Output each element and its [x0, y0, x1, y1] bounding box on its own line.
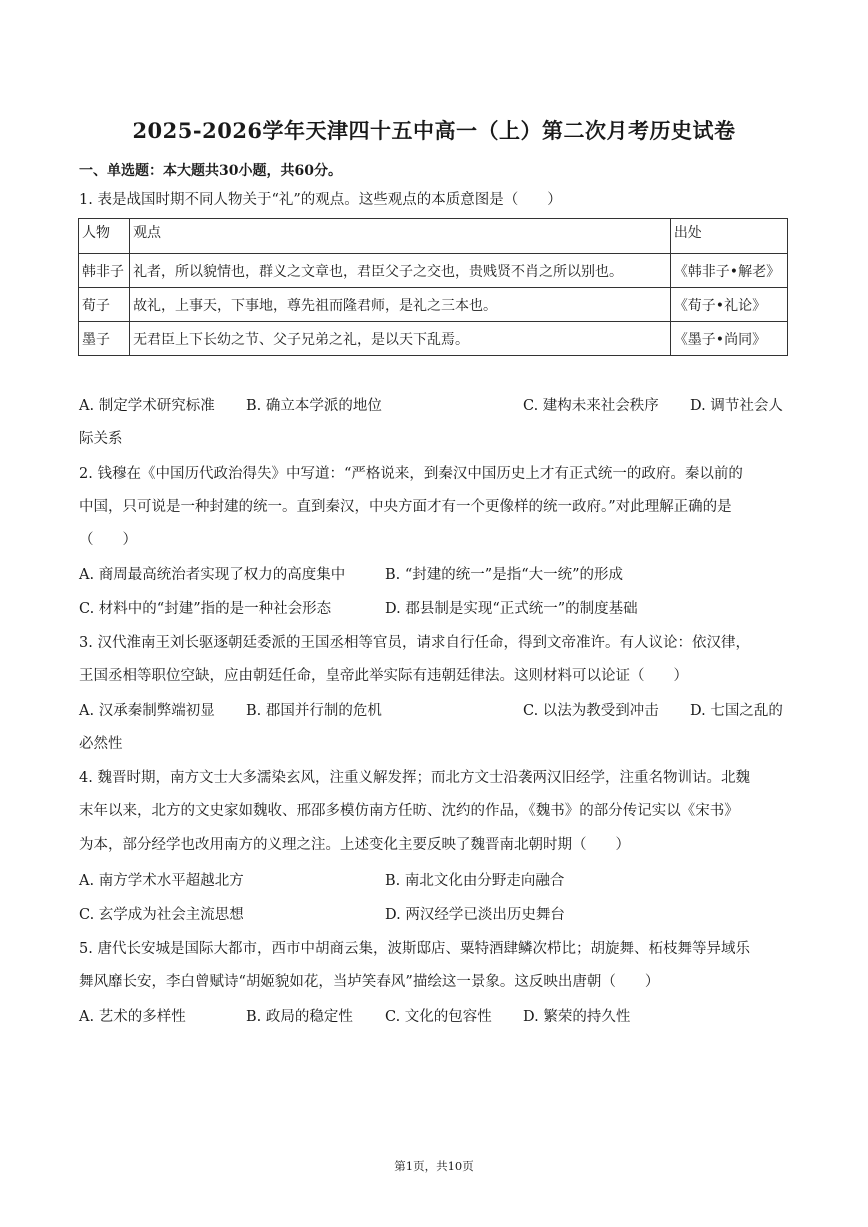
- table-cell: 韩非子: [79, 254, 130, 288]
- q2-option-c[interactable]: C. 材料中的“封建”指的是一种社会形态: [79, 601, 332, 617]
- page-footer: 第1页，共10页: [394, 1159, 474, 1173]
- table-cell: 《墨子•尚同》: [670, 322, 787, 356]
- q1-option-d[interactable]: D. 调节社会人: [690, 398, 783, 414]
- q1-table: [78, 218, 788, 356]
- table-header-cell: 出处: [670, 219, 787, 254]
- table-cell: 礼者，所以貌情也，群义之文章也，君臣父子之交也，贵贱贤不肖之所以别也。: [130, 254, 671, 288]
- table-cell: 故礼，上事天，下事地，尊先祖而隆君师，是礼之三本也。: [130, 288, 671, 322]
- q4-option-a[interactable]: A. 南方学术水平超越北方: [79, 873, 244, 889]
- q2-stem-line: 2. 钱穆在《中国历代政治得失》中写道：“严格说来，到秦汉中国历史上才有正式统一的政府。秦以前的: [79, 466, 743, 482]
- table-header-row: [79, 219, 788, 254]
- q2-option-a[interactable]: A. 商周最高统治者实现了权力的高度集中: [79, 567, 346, 583]
- q2-option-b[interactable]: B. “封建的统一”是指“大一统”的形成: [385, 567, 624, 583]
- table-cell: 荀子: [79, 288, 130, 322]
- q3-option-b[interactable]: B. 郡国并行制的危机: [246, 703, 382, 719]
- q1-option-c[interactable]: C. 建构未来社会秩序: [523, 398, 659, 414]
- table-header-cell: 观点: [130, 219, 671, 254]
- q5-option-b[interactable]: B. 政局的稳定性: [246, 1009, 353, 1025]
- table-header-cell: 人物: [79, 219, 130, 254]
- q1-option-b[interactable]: B. 确立本学派的地位: [246, 398, 382, 414]
- q4-option-d[interactable]: D. 两汉经学已淡出历史舞台: [385, 907, 565, 923]
- q3-option-a[interactable]: A. 汉承秦制弊端初显: [79, 703, 215, 719]
- q4-stem-line: 4. 魏晋时期，南方文士大多濡染玄风，注重义解发挥；而北方文士沿袭两汉旧经学，注重名物训诂。北魏: [79, 770, 750, 786]
- q3-option-c[interactable]: C. 以法为教受到冲击: [523, 703, 659, 719]
- q4-stem-line: 末年以来，北方的文史家如魏收、邢邵多模仿南方任昉、沈约的作品，《魏书》的部分传记实以《宋书》: [79, 803, 739, 819]
- q4-stem-line: 为本，部分经学也改用南方的义理之注。上述变化主要反映了魏晋南北朝时期（ ）: [79, 837, 630, 853]
- q2-stem-line: 中国，只可说是一种封建的统一。直到秦汉，中央方面才有一个更像样的统一政府。”对此理解正确的是: [79, 499, 732, 515]
- q1-option-a[interactable]: A. 制定学术研究标准: [79, 398, 215, 414]
- q4-option-c[interactable]: C. 玄学成为社会主流思想: [79, 907, 244, 923]
- q1-option-d-continued: 际关系: [79, 431, 123, 447]
- table-row: [79, 322, 788, 356]
- table-cell: 《韩非子•解老》: [670, 254, 787, 288]
- q3-stem-line: 王国丞相等职位空缺，应由朝廷任命，皇帝此举实际有违朝廷律法。这则材料可以论证（ ）: [79, 668, 688, 684]
- q5-stem-line: 舞风靡长安，李白曾赋诗“胡姬貌如花，当垆笑春风”描绘这一景象。这反映出唐朝（ ）: [79, 974, 660, 990]
- q3-option-d[interactable]: D. 七国之乱的: [690, 703, 783, 719]
- table-cell: 《荀子•礼论》: [670, 288, 787, 322]
- q5-option-a[interactable]: A. 艺术的多样性: [79, 1009, 186, 1025]
- table-cell: 无君臣上下长幼之节、父子兄弟之礼，是以天下乱焉。: [130, 322, 671, 356]
- q1-stem: 1. 表是战国时期不同人物关于“礼”的观点。这些观点的本质意图是（ ）: [79, 192, 562, 208]
- q5-option-d[interactable]: D. 繁荣的持久性: [523, 1009, 631, 1025]
- q3-stem-line: 3. 汉代淮南王刘长驱逐朝廷委派的王国丞相等官员，请求自行任命，得到文帝准许。有人议论：依汉律，: [79, 635, 750, 651]
- q5-option-c[interactable]: C. 文化的包容性: [385, 1009, 492, 1025]
- section-heading: 一、单选题：本大题共30小题，共60分。: [79, 163, 342, 179]
- page-title: 2025-2026学年天津四十五中高一（上）第二次月考历史试卷: [132, 118, 736, 143]
- q2-option-d[interactable]: D. 郡县制是实现“正式统一”的制度基础: [385, 601, 638, 617]
- table-cell: 墨子: [79, 322, 130, 356]
- table-row: [79, 288, 788, 322]
- q5-stem-line: 5. 唐代长安城是国际大都市，西市中胡商云集，波斯邸店、粟特酒肆鳞次栉比；胡旋舞、柘枝舞等异域乐: [79, 941, 750, 957]
- q4-option-b[interactable]: B. 南北文化由分野走向融合: [385, 873, 565, 889]
- table-row: [79, 254, 788, 288]
- q2-stem-line: （ ）: [79, 532, 137, 548]
- q3-option-d-continued: 必然性: [79, 736, 123, 752]
